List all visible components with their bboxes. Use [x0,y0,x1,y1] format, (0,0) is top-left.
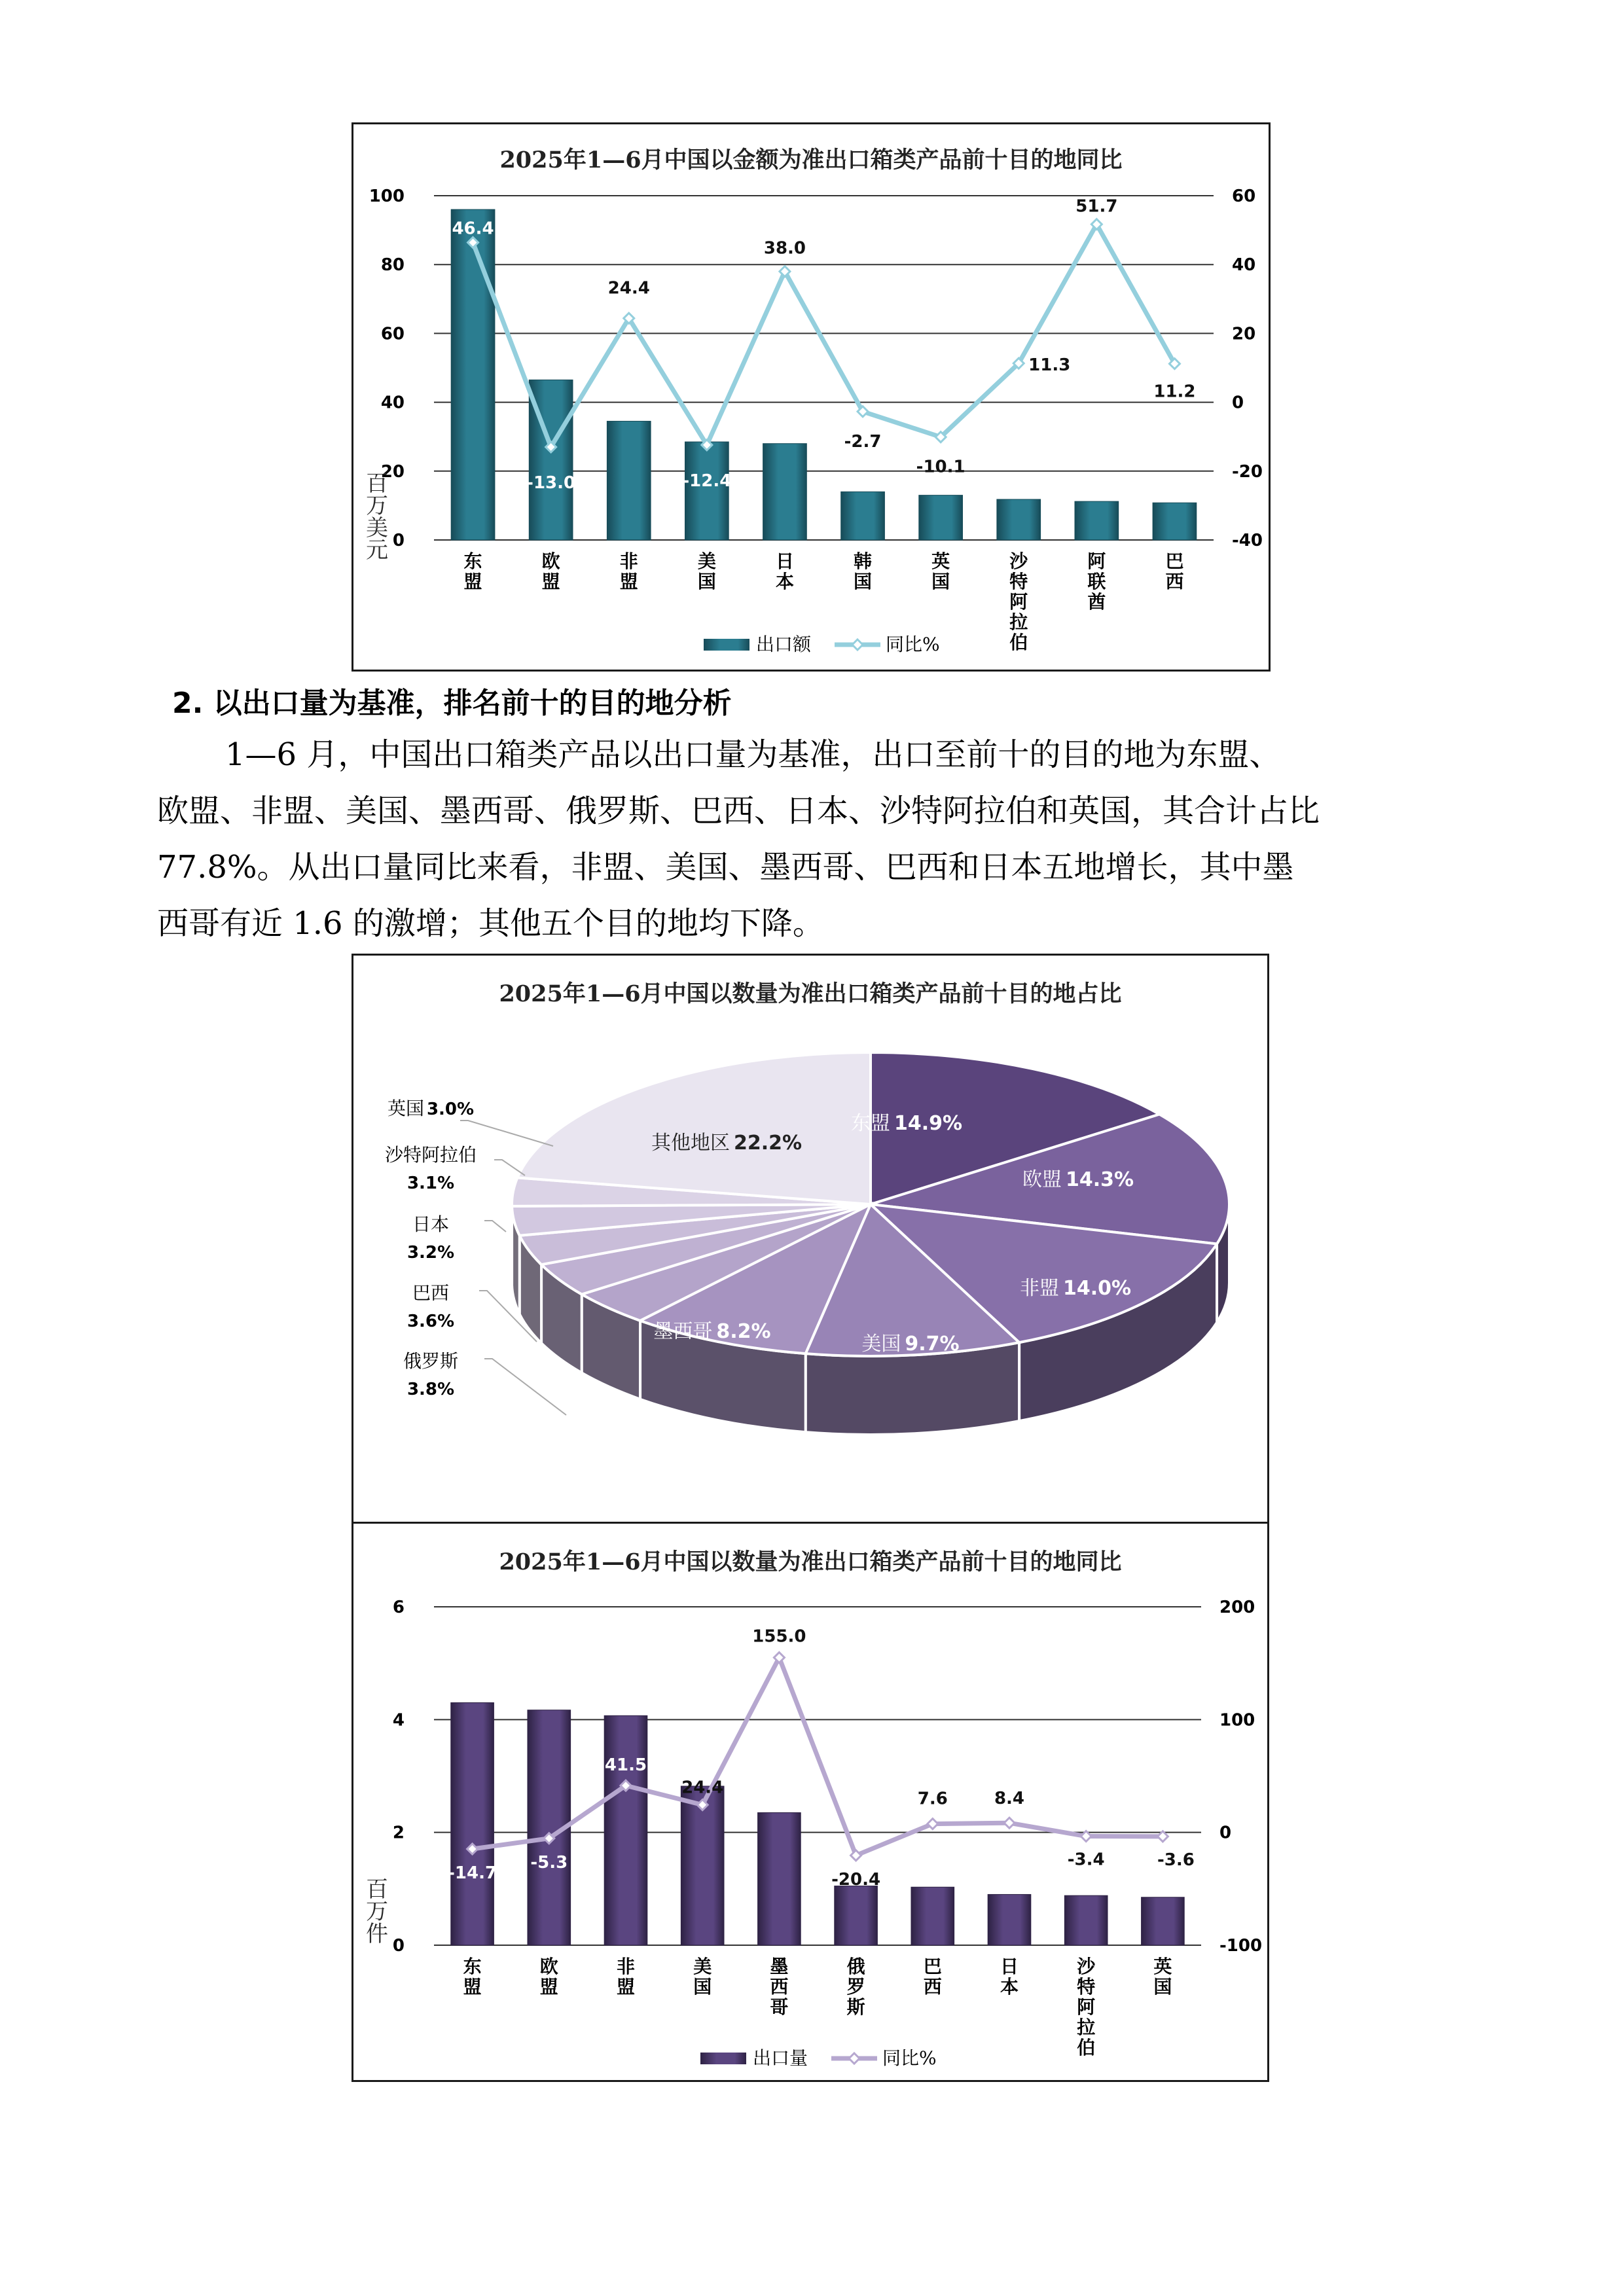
legend-line-marker [849,2053,859,2064]
bar [451,1702,494,1945]
chart3-svg [353,1524,1267,2080]
x-tick-label: 巴西 [1165,550,1184,592]
paragraph-line: 77.8%。从出口量同比来看，非盟、美国、墨西哥、巴西和日本五地增长，其中墨 [157,849,1294,886]
legend-label: 出口额 [756,634,812,655]
x-tick-label: 欧盟 [541,550,560,592]
legend-line-marker [852,639,863,650]
x-tick-label: 英国 [931,550,950,592]
bar [835,1886,878,1945]
slice-value: 3.2% [406,1243,455,1263]
bar [988,1894,1031,1945]
data-label: 41.5 [604,1755,647,1776]
slice-label [1022,1168,1134,1191]
y2-tick-label: -20 [1232,461,1263,482]
legend-label: 同比% [886,634,940,655]
y-tick-label: 0 [392,531,405,550]
data-label: 8.4 [994,1789,1025,1809]
x-tick-label: 东盟 [463,1956,482,1998]
section-paragraph [157,726,1473,952]
slice-label [861,1333,959,1355]
paragraph-line: 1—6 月，中国出口箱类产品以出口量为基准，出口至前十的目的地为东盟、 [225,736,1281,773]
slice-label [388,1098,474,1119]
legend-label: 同比% [882,2047,937,2069]
data-label: 24.4 [607,278,650,298]
data-label: 7.6 [917,1789,948,1809]
chart2-frame [352,954,1269,1524]
line-point [1004,1818,1015,1828]
slice-name: 英国 [387,1098,424,1119]
bar [758,1813,801,1945]
x-tick-label: 欧盟 [539,1956,558,1998]
slice-label [651,1132,802,1155]
slice-name: 巴西 [412,1282,450,1304]
x-tick-label: 沙特阿拉伯 [1077,1956,1096,2058]
y-tick-label: 0 [392,1936,405,1956]
series-line [473,1658,1163,1856]
data-label: 51.7 [1075,196,1118,217]
y2-tick-label: -100 [1219,1936,1263,1956]
slice-label [653,1320,770,1343]
y-tick-label: 80 [380,255,405,276]
x-tick-label: 非盟 [619,550,638,592]
bar [841,492,885,540]
bar [919,495,963,540]
slice-value: 9.7% [905,1333,960,1355]
y2-tick-label: 0 [1232,393,1244,413]
y2-tick-label: 20 [1232,324,1256,344]
slice-value: 3.0% [426,1100,475,1119]
data-label: 11.3 [1028,355,1071,376]
slice-value: 14.9% [893,1112,963,1135]
y-tick-label: 40 [380,393,405,413]
slice-value: 22.2% [733,1132,803,1155]
x-tick-label: 东盟 [463,550,482,592]
slice-name: 日本 [412,1213,450,1235]
y2-tick-label: 200 [1219,1598,1255,1617]
x-tick-label: 韩国 [854,550,873,592]
slice-name: 俄罗斯 [403,1350,459,1372]
x-tick-label: 阿联酋 [1087,550,1106,613]
data-label: -13.0 [526,473,576,493]
bar [997,499,1041,540]
y-tick-label: 2 [392,1823,405,1843]
data-label: -12.4 [682,471,732,491]
data-label: 38.0 [763,238,806,259]
y-axis-label: 百万件 [366,1876,388,1947]
slice-value: 8.2% [716,1320,771,1343]
data-label: -5.3 [530,1852,568,1873]
leader-line [460,1121,553,1146]
slice-name: 非盟 [1019,1277,1059,1300]
y-tick-label: 20 [380,461,405,482]
section-heading: 2. 以出口量为基准，排名前十的目的地分析 [172,687,732,720]
data-label: 24.4 [681,1778,724,1798]
bar [1075,501,1119,540]
legend-bar-swatch [700,2053,746,2064]
bar [451,209,495,540]
data-label: -3.4 [1067,1850,1105,1870]
slice-name: 美国 [861,1333,901,1355]
slice-name: 东盟 [850,1112,890,1135]
slice-value: 3.6% [406,1312,455,1331]
leader-line [484,1359,566,1415]
y-tick-label: 4 [392,1710,405,1731]
paragraph-line: 欧盟、非盟、美国、墨西哥、俄罗斯、巴西、日本、沙特阿拉伯和英国，其合计占比 [157,793,1320,829]
y-axis-label: 百万美元 [366,471,388,564]
bar [607,422,651,540]
x-tick-label: 美国 [697,550,716,592]
chart2-svg [353,956,1267,1522]
slice-value: 14.3% [1065,1168,1134,1191]
x-tick-label: 非盟 [616,1956,636,1998]
slice-value: 14.0% [1062,1277,1132,1300]
x-tick-label: 巴西 [923,1956,942,1998]
y2-tick-label: 40 [1232,255,1256,276]
bar [604,1715,647,1945]
data-label: -14.7 [448,1863,497,1883]
pie-slice [517,1052,871,1204]
slice-value: 3.8% [406,1380,455,1399]
slice-label [851,1112,962,1135]
x-tick-label: 日本 [1000,1956,1019,1998]
slice-value: 3.1% [406,1174,455,1193]
y2-tick-label: 60 [1232,187,1256,206]
chart1-svg [353,124,1269,670]
x-tick-label: 英国 [1153,1956,1172,1998]
y-tick-label: 100 [369,187,405,206]
bar [763,444,807,540]
bar [1142,1897,1185,1945]
slice-name: 欧盟 [1022,1168,1062,1191]
y-tick-label: 6 [392,1598,405,1617]
bar [685,442,729,540]
y2-tick-label: -40 [1232,531,1263,550]
y2-tick-label: 100 [1219,1710,1255,1731]
data-label: -3.6 [1157,1850,1195,1870]
bar [911,1887,954,1945]
paragraph-line: 西哥有近 1.6 的激增；其他五个目的地均下降。 [157,905,824,942]
x-tick-label: 沙特阿拉伯 [1009,550,1028,653]
slice-name: 墨西哥 [653,1320,713,1343]
x-tick-label: 墨西哥 [770,1956,789,2018]
data-label: -20.4 [831,1869,881,1890]
legend-bar-swatch [704,639,749,651]
data-label: 46.4 [452,219,494,239]
x-tick-label: 日本 [775,550,794,592]
bar [1064,1895,1108,1945]
series-line [473,224,1175,447]
y-tick-label: 60 [380,324,405,344]
data-label: -2.7 [844,431,882,452]
x-tick-label: 俄罗斯 [846,1956,865,2018]
data-label: 11.2 [1153,382,1196,402]
chart-title: 2025年1—6月中国以数量为准出口箱类产品前十目的地占比 [499,980,1122,1007]
slice-label [1020,1277,1131,1300]
slice-name: 沙特阿拉伯 [384,1144,477,1166]
legend-label: 出口量 [753,2047,808,2069]
data-label: 155.0 [752,1626,806,1647]
y2-tick-label: 0 [1219,1823,1232,1843]
chart-title: 2025年1—6月中国以数量为准出口箱类产品前十目的地同比 [499,1549,1122,1575]
leader-line [484,1221,506,1232]
bar [1153,503,1197,540]
x-tick-label: 美国 [693,1956,712,1998]
chart3-frame [352,1522,1269,2082]
slice-name: 其他地区 [651,1132,730,1155]
data-label: -10.1 [916,457,965,477]
chart1-frame [352,122,1271,672]
chart-title: 2025年1—6月中国以金额为准出口箱类产品前十目的地同比 [499,147,1123,173]
